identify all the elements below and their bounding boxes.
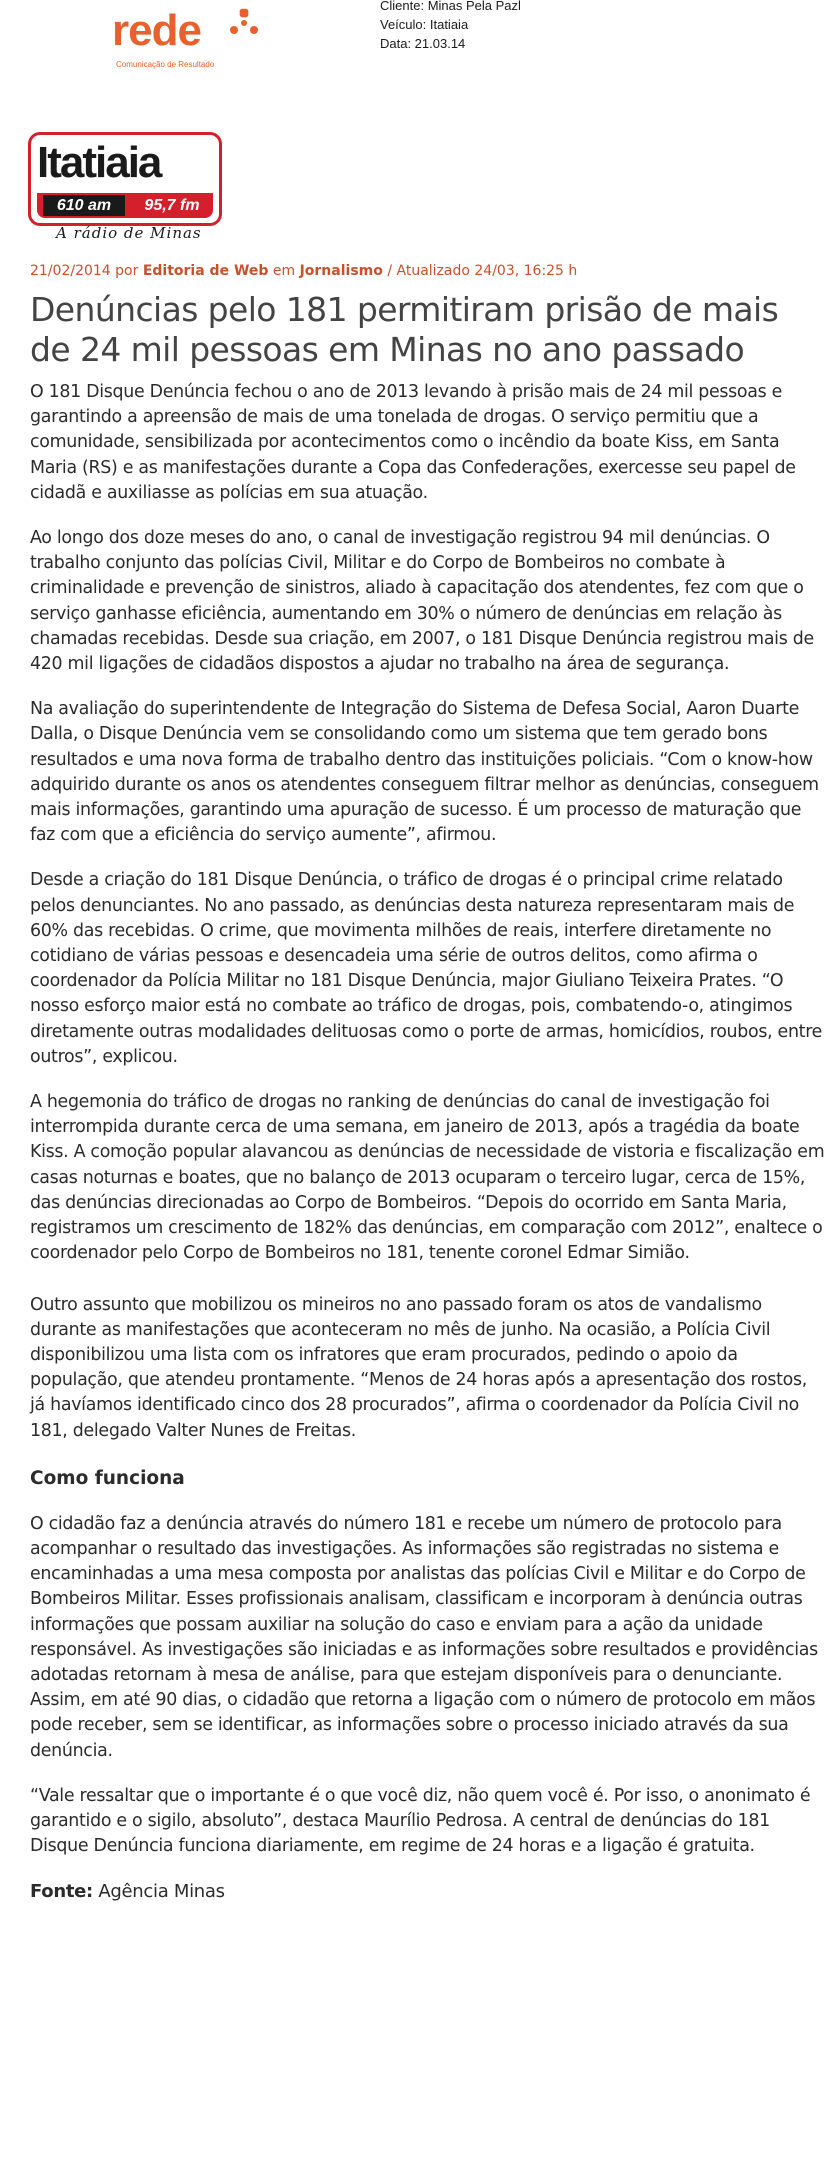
meta-section-link[interactable]: Jornalismo — [299, 263, 383, 279]
article-body — [30, 380, 826, 1905]
itatiaia-tagline: A rádio de Minas — [56, 224, 202, 242]
rede-logo — [112, 6, 262, 76]
clipping-info — [380, 0, 521, 53]
date-line: Data: 21.03.14 — [380, 36, 466, 51]
rede-tagline: Comunicação de Resultado — [116, 60, 215, 69]
article-paragraph: Na avaliação do superintendente de Integração do Sistema de Defesa Social, Aaron Duarte Dalla, o Disque Denúncia vem se consolidando como um sistema que tem gerado bons resultados e uma nova forma de trabalho dentro das instituições policiais. “Com o know-how adquirido durante os anos os atendentes conseguem filtrar melhor as denúncias, conseguem mais informações, garantindo uma apuração de sucesso. É um processo de maturação que faz com que a eficiência do serviço aumente”, afirmou. — [30, 699, 819, 846]
itatiaia-fm-frequency: 95,7 fm — [144, 197, 200, 214]
itatiaia-logo-word: Itatiaia — [37, 138, 161, 187]
client-line: Cliente: Minas Pela Pazl — [380, 0, 521, 13]
rede-x-mark-icon — [228, 6, 260, 38]
article-paragraph: O cidadão faz a denúncia através do número 181 e recebe um número de protocolo para acompanhar o resultado das investigações. As informações são registradas no sistema e encaminhadas a uma mesa composta por analistas das polícias Civil e Militar e do Corpo de Bombeiros Militar. Esses profissionais analisam, classificam e incorporam à denúncia outras informações que possam auxiliar na solução do caso e enviam para a ação da unidade responsável. As investigações são iniciadas e as informações sobre resultados e providências adotadas retornam à mesa de análise, para que estejam disponíveis para o denunciante. Assim, em até 90 dias, o cidadão que retorna a ligação com o número de protocolo em mãos pode receber, sem se identificar, as informações sobre o processo iniciado através da sua denúncia. — [30, 1513, 818, 1761]
article-meta — [30, 263, 577, 279]
meta-in: em — [272, 263, 296, 279]
itatiaia-am-frequency: 610 am — [43, 195, 125, 216]
source-label: Fonte: — [30, 1881, 93, 1903]
article-source — [30, 1879, 826, 1904]
article-paragraph: O 181 Disque Denúncia fechou o ano de 2013 levando à prisão mais de 24 mil pessoas e garantindo a apreensão de mais de uma tonelada de drogas. O serviço permitiu que a comunidade, sensibilizada por acontecimentos como o incêndio da boate Kiss, em Santa Maria (RS) e as manifestações durante a Copa das Confederações, exercesse seu papel de cidadã e auxiliasse as polícias em sua atuação. — [30, 382, 796, 503]
itatiaia-logo-frame — [28, 132, 222, 226]
article-paragraph: A hegemonia do tráfico de drogas no ranking de denúncias do canal de investigação foi interrompida durante cerca de uma semana, em janeiro de 2013, após a tragédia da boate Kiss. A comoção popular alavancou as denúncias de necessidade de vistoria e fiscalização em casas noturnas e boates, que no balanço de 2013 ocuparam o terceiro lugar, cerca de 15%, das denúncias direcionadas ao Corpo de Bombeiros. “Depois do ocorrido em Santa Maria, registramos um crescimento de 182% das denúncias, em comparação com 2012”, enaltece o coordenador pelo Corpo de Bombeiros no 181, tenente coronel Edmar Simião. — [30, 1092, 825, 1264]
meta-date: 21/02/2014 — [30, 263, 111, 279]
article-paragraph: Ao longo dos doze meses do ano, o canal de investigação registrou 94 mil denúncias. O trabalho conjunto das polícias Civil, Militar e do Corpo de Bombeiros no combate à criminalidade e prevenção de sinistros, aliado à capacitação dos atendentes, fez com que o serviço ganhasse eficiência, aumentando em 30% o número de denúncias em relação às chamadas recebidas. Desde sua criação, em 2007, o 181 Disque Denúncia registrou mais de 420 mil ligações de cidadãos dispostos a ajudar no trabalho na área de segurança. — [30, 528, 814, 675]
article-headline: Denúncias pelo 181 permitiram prisão de mais de 24 mil pessoas em Minas no ano passado — [30, 290, 779, 369]
itatiaia-frequency-bar — [37, 193, 213, 218]
meta-author-link[interactable]: Editoria de Web — [142, 263, 269, 279]
meta-updated: / Atualizado 24/03, 16:25 h — [387, 263, 578, 279]
source-value: Agência Minas — [98, 1881, 225, 1903]
vehicle-line: Veículo: Itatiaia — [380, 17, 469, 32]
meta-by: por — [115, 263, 139, 279]
article-paragraph: “Vale ressaltar que o importante é o que você diz, não quem você é. Por isso, o anonimato é garantido e o sigilo, absoluto”, destaca Maurílio Pedrosa. A central de denúncias do 181 Disque Denúncia funciona diariamente, em regime de 24 horas e a ligação é gratuita. — [30, 1785, 811, 1857]
rede-logo-word: rede — [112, 6, 201, 55]
article-paragraph: Desde a criação do 181 Disque Denúncia, o tráfico de drogas é o principal crime relatado pelos denunciantes. No ano passado, as denúncias desta natureza representaram mais de 60% das recebidas. O crime, que movimenta milhões de reais, interfere diretamente no cotidiano de várias pessoas e desencadeia uma série de outros delitos, como afirma o coordenador da Polícia Militar no 181 Disque Denúncia, major Giuliano Teixeira Prates. “O nosso esforço maior está no combate ao tráfico de drogas, pois, combatendo-o, atingimos diretamente outras modalidades delituosas como o porte de armas, homicídios, roubos, entre outros”, explicou. — [30, 870, 823, 1067]
article-paragraph: Outro assunto que mobilizou os mineiros no ano passado foram os atos de vandalismo durante as manifestações que aconteceram no mês de junho. Na ocasião, a Polícia Civil disponibilizou uma lista com os infratores que eram procurados, pedindo o apoio da população, que atendeu prontamente. “Menos de 24 horas após a apresentação dos rostos, já havíamos identificado cinco dos 28 procurados”, afirma o coordenador da Polícia Civil no 181, delegado Valter Nunes de Freitas. — [30, 1294, 807, 1441]
itatiaia-logo — [28, 132, 220, 247]
section-heading: Como funciona — [30, 1467, 185, 1489]
